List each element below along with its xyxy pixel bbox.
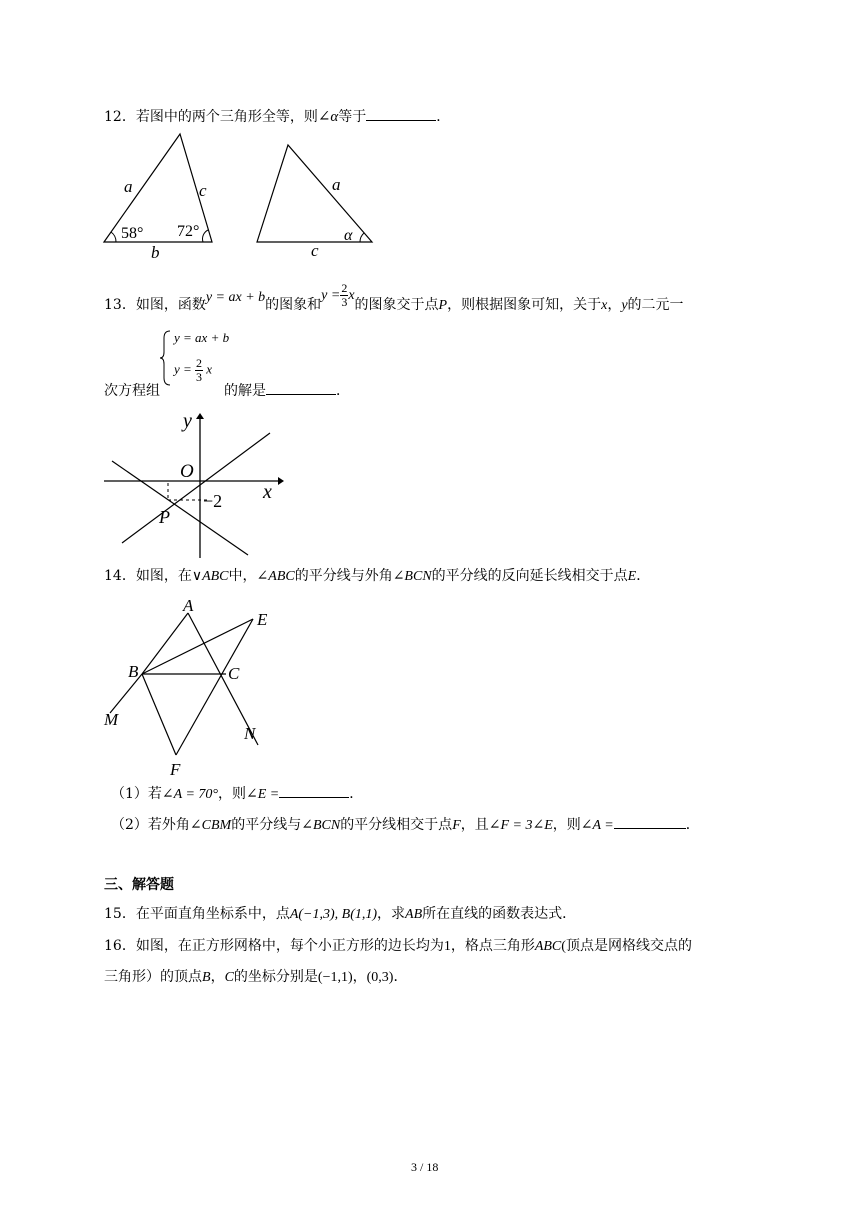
label-A: A [183, 596, 194, 615]
section-heading: 三、解答题 [104, 877, 174, 893]
label-M: M [104, 710, 119, 729]
q12-text: 12．若图中的两个三角形全等，则∠α等于 ． [104, 106, 450, 126]
page-number: 3 / 18 [411, 1160, 439, 1174]
fraction-two-thirds-system: $\frac{2}{3}$ [196, 356, 203, 384]
q13-graph-figure [100, 405, 290, 565]
label-F: F [170, 760, 181, 779]
label-72: 72° [177, 223, 200, 240]
label-58: 58° [121, 225, 144, 242]
label-b-left: b [151, 243, 160, 262]
q13-line2: 次方程组 的解是 ． [104, 380, 350, 400]
label-x: x [263, 481, 272, 503]
side-AB [142, 613, 188, 674]
y-axis-arrow [196, 413, 204, 419]
label-a-left: a [124, 177, 133, 196]
line-BF [142, 674, 176, 755]
label-E: E [257, 610, 268, 629]
q16-line2: 三角形）的顶点B，C的坐标分别是(−1,1)，(0,3)． [104, 969, 408, 985]
line-two-thirds-x [122, 433, 270, 543]
label-c-left: c [199, 181, 207, 200]
x-axis-arrow [278, 477, 284, 485]
answer-blank[interactable] [266, 380, 336, 395]
label-alpha-right: α [344, 227, 353, 244]
label-c-right: c [311, 241, 319, 260]
right-triangle [257, 145, 372, 242]
q16-line1: 16．如图，在正方形网格中，每个小正方形的边长均为1，格点三角形ABC(顶点是网格线交点的 [104, 938, 692, 954]
label-a-right: a [332, 175, 341, 194]
q12-triangles-figure [100, 130, 390, 270]
q14-text: 14．如图，在∨ABC中，∠ABC的平分线与外角∠BCN的平分线的反向延长线相交于点E． [104, 568, 651, 584]
label-y: y [183, 410, 192, 432]
answer-blank[interactable] [279, 783, 349, 798]
q13-line1: 13．如图，函数y = ax + b的图象和y = $\frac{2}{3}$ x的图象交于点P，则根据图象可知，关于x，y的二元一 [104, 280, 684, 313]
label-O: O [180, 461, 194, 482]
answer-blank[interactable] [614, 814, 686, 829]
label-N: N [244, 724, 256, 743]
fraction-two-thirds: $\frac{2}{3}$ [341, 280, 348, 309]
q15-text: 15．在平面直角坐标系中，点A(−1,3), B(1,1)，求AB所在直线的函数表达式． [104, 906, 577, 922]
answer-blank[interactable] [366, 106, 436, 121]
q14-sub1: （1）若∠A = 70°，则∠E = ． [111, 783, 363, 804]
label-B: B [128, 662, 139, 681]
label-P: P [159, 507, 170, 527]
system-eq1: y = ax + b [174, 330, 230, 345]
q14-geometry-figure [100, 595, 290, 780]
system-brace [160, 330, 172, 386]
label-C: C [228, 664, 240, 683]
left-angle-arc-1 [111, 232, 116, 242]
left-angle-arc-2 [203, 230, 208, 242]
label-minus2: −2 [203, 491, 223, 511]
system-eq2: y = $\frac{2}{3}$ x [174, 356, 213, 384]
line-FE [176, 619, 253, 755]
q14-sub2: （2）若外角∠CBM的平分线与∠BCN的平分线相交于点F，且∠F = 3∠E，则∠A = ． [111, 814, 700, 835]
right-angle-arc [360, 233, 364, 242]
